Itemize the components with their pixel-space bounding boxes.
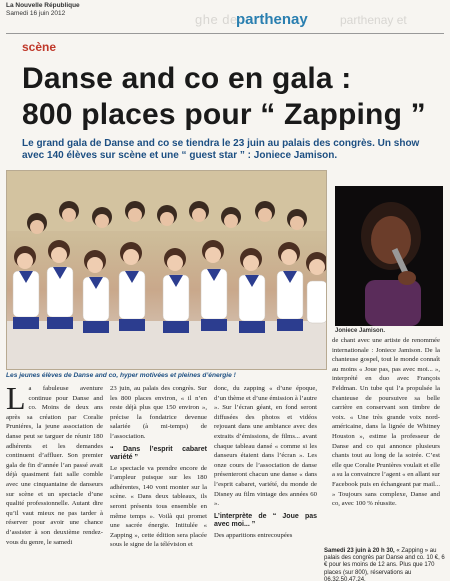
column-3-text-a: donc, du zapping « d’une époque, d’un thème et d’une émission à l’autre ». Sur l’écran géant, en fond seront diffusées des photos et vidéos rejouant dans une ambiance avec des extraits d’émissions, de films... avant chaque tableau dansé « comme si les danseurs étaient dans l’écran ». Les onze cours de l’association de danse présenteront chacun une danse « dans l’esprit cabaret, variété, du monde de Disney au film vintage des années 60 ». [214, 385, 317, 508]
article-column-3 [214, 384, 317, 540]
column-1-text: a fabuleuse aventure continue pour Danse and co. Moins de deux ans après sa création par Coralie Pruniéres, la jeune association de danse peut se targuer de réunir 180 adhérents et les demandes continuent d’affluer. Son premier gala de fin d’année l’an passé avait déjà quasiment fait salle comble avec une cinquantaine de danseurs sur scène et un spectacle d’une qualité professionnelle. Autant dire qu’il vaut mieux ne pas tarder à réserver pour avoir une chance d’assister à son deuxième rendez-vous du genre, le samedi [6, 385, 103, 546]
singer-illustration [335, 186, 443, 326]
header-divider [6, 33, 444, 34]
publication-block [6, 2, 80, 18]
column-3-text-b: Des apparitions entrecoupées [214, 531, 293, 539]
info-box-title: Samedi 23 juin à 20 h 30, [324, 548, 395, 554]
headline-line-2: 800 places pour “ Zapping ” [22, 98, 426, 131]
publication-date: Samedi 16 juin 2012 [6, 10, 66, 17]
rubrique-label: scène [22, 40, 57, 54]
singer-caption: Joniece Jamison. [335, 328, 386, 334]
main-photo-dancers [6, 170, 327, 370]
section-city-title: parthenay [236, 11, 308, 28]
headline-line-1: Danse and co en gala : [22, 62, 352, 95]
article-column-4 [332, 336, 440, 509]
drop-cap: L [6, 380, 26, 416]
bleed-through-text-right: parthenay et [340, 13, 407, 27]
practical-info-box [324, 548, 448, 581]
column-4-text: de chant avec une artiste de renommée internationale : Joniece Jamison. De la chanteuse gospel, tout le monde connaît au moins « Joue pas, pas avec moi... », interprété en duo avec François Feldman. Un tube qui l’a propulsée la chanteuse de poursuivre sa belle carrière en conservant son timbre de voix. « Une très grande voix nord-américaine, dans la lignée de Whitney Houston », estime la professeur de Danse and co qui annonce plusieurs chants tout au long de la soirée. C’est elle que Coralie Prunières voulait et elle a su la convaincre l’agent « en allant sur Facebook puis en échangeant par mail... » Toujours sans complexe, Danse and co, avec 100 % réussite. [332, 337, 440, 508]
publication-name: La Nouvelle République [6, 2, 80, 9]
column-2-text-b: Le spectacle va prendre encore de l’ampleur puisque sur les 180 adhérentes, 140 vont monter sur la scène. « Dans deux tableaux, ils seront présents tous ensemble en même temps ». Voilà qui promet une sacrée énergie. Intitulée « Zapping », cette édition sera placée sous le signe de la télévision et [110, 464, 207, 549]
main-photo-caption: Les jeunes élèves de Danse and co, hyper motivées et pleines d’énergie ! [6, 372, 236, 379]
singer-photo [335, 186, 443, 326]
article-lead: Le grand gala de Danse and co se tiendra le 23 juin au palais des congrès. Un show avec 140 élèves sur scène et une “ guest star ” : Joniece Jamison. [22, 138, 420, 161]
bleed-through-text-left: ghe de [195, 12, 238, 27]
article-column-2 [110, 384, 207, 550]
dancers-illustration [7, 171, 327, 370]
subheading-interprete: L’interprète de “ Joue pas avec moi... ” [214, 512, 317, 529]
info-box-text: « Zapping » au palais des congrès par Danse and co. 10 €, 6 € pour les moins de 12 ans. Plus que 170 places (sur 800), réservations au 06.32.50.47.24. [324, 548, 445, 581]
column-2-text-a: 23 juin, au palais des congrès. Sur les 800 places environ, « il n’en reste déjà plus que 150 environ », précise la fondatrice devenue salariée (à mi-temps) de l’association. [110, 385, 207, 440]
masthead [0, 0, 450, 34]
subheading-cabaret: “ Dans l’esprit cabaret variété ” [110, 445, 207, 462]
article-column-1 [6, 380, 103, 547]
